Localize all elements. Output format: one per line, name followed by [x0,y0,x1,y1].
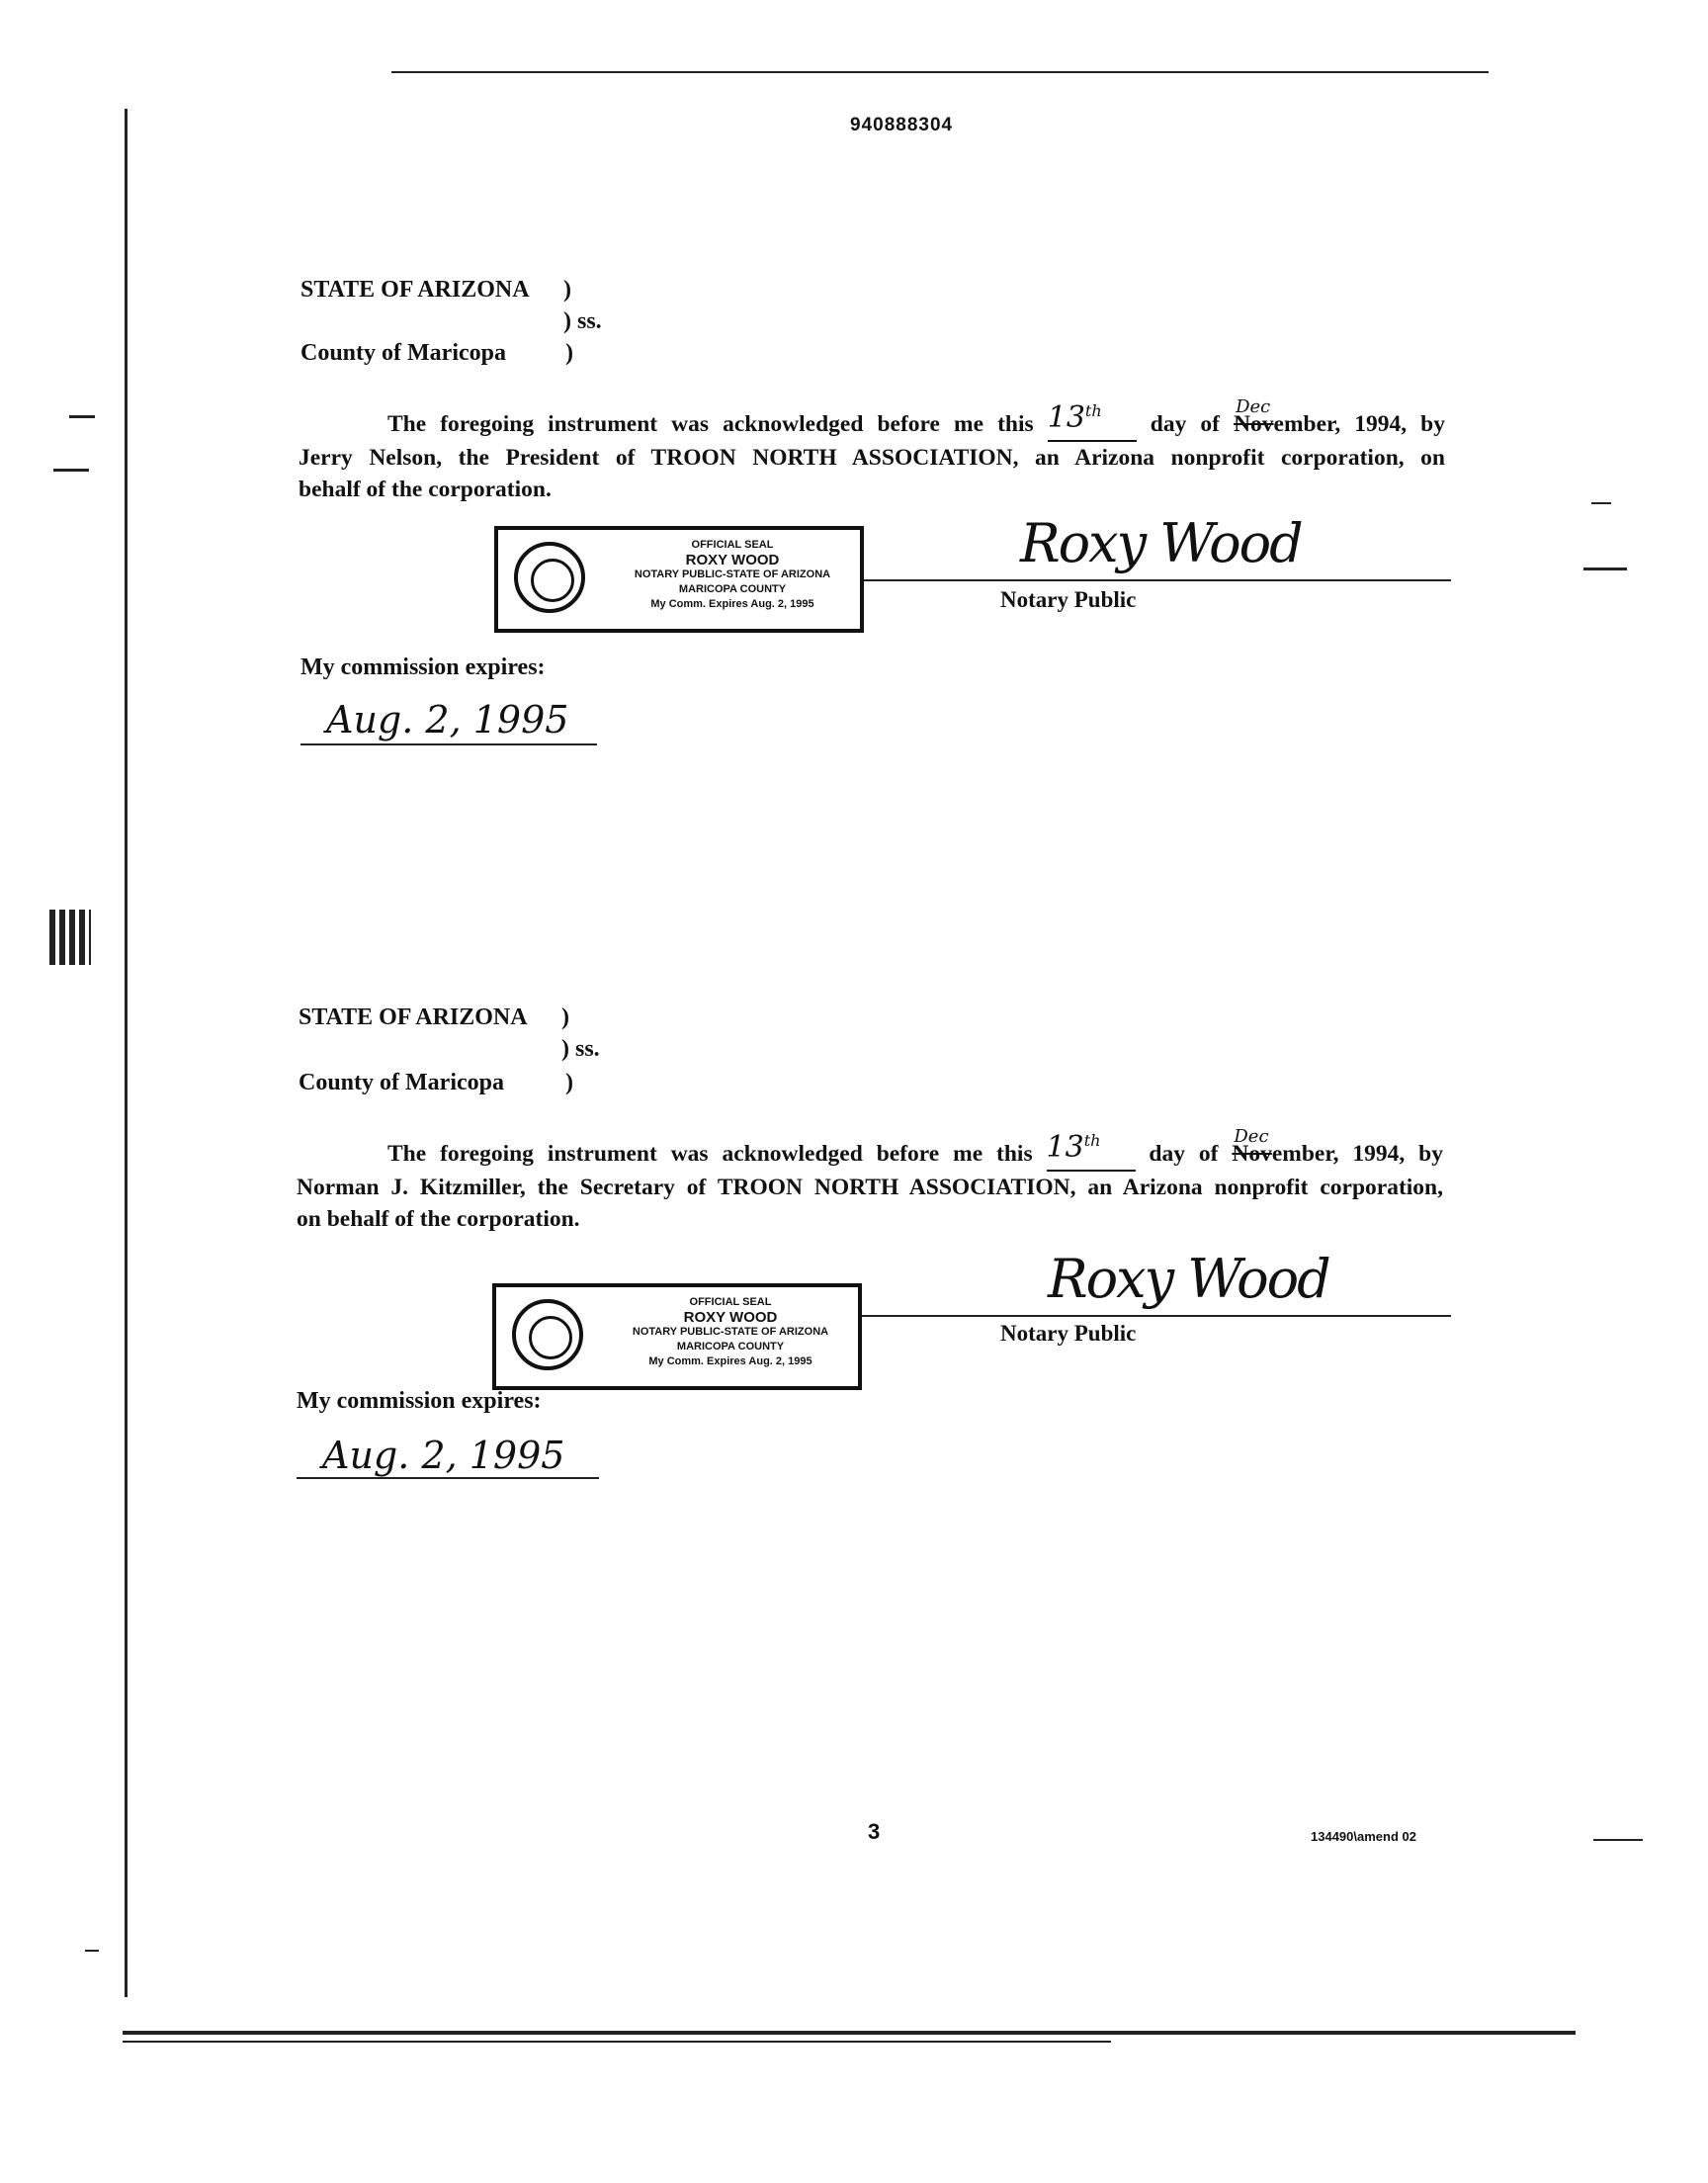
commission-label: My commission expires: [297,1388,542,1414]
commission-line [297,1477,599,1479]
month-correction: Dec [1234,1126,1269,1147]
day-blank [1048,399,1137,442]
state-seal-emblem [512,1299,583,1370]
day-of: day of [1150,411,1220,437]
notary-seal [492,1283,862,1390]
page-number: 3 [868,1819,881,1844]
county-label: County of Maricopa [300,340,506,366]
notary-signature: Roxy Wood [1020,512,1302,574]
edge-mark [1591,502,1611,504]
edge-mark [69,415,95,418]
bottom-rule-2 [123,2041,1111,2043]
notary-signature: Roxy Wood [1048,1248,1329,1310]
file-reference: 134490\amend 02 [1311,1829,1416,1844]
seal-line-5: My Comm. Expires Aug. 2, 1995 [648,1355,812,1367]
edge-mark [1583,568,1627,570]
notary-public-label: Notary Public [1000,1321,1137,1346]
month-original: Nov [1232,1141,1272,1167]
para-intro: The foregoing instrument was acknowledged before me this [387,1141,1033,1167]
para-line-3: behalf of the corporation. [299,477,552,502]
day-value: 13 [1046,1130,1084,1165]
day-of: day of [1149,1141,1219,1167]
seal-line-4: MARICOPA COUNTY [676,1341,785,1353]
edge-mark [53,469,89,472]
para-line-2: Norman J. Kitzmiller, the Secretary of TROON NORTH ASSOCIATION, an Arizona nonprofit corporation, [297,1175,1443,1200]
document-number: 940888304 [850,115,954,135]
month-rest: ember, 1994, by [1273,411,1446,437]
left-margin-line [125,109,128,1997]
acknowledgment-paragraph [297,1126,1443,1235]
county-paren: ) [565,1070,573,1095]
seal-line-1: OFFICIAL SEAL [689,1296,772,1308]
month-original: Nov [1234,411,1274,437]
acknowledgment-paragraph [299,396,1446,505]
notary-public-label: Notary Public [1000,587,1137,612]
day-suffix: th [1083,1131,1101,1150]
edge-mark [85,1950,99,1952]
state-paren: ) [561,1004,569,1030]
county-label: County of Maricopa [299,1070,504,1095]
edge-mark [1593,1839,1643,1841]
commission-line [300,743,597,745]
commission-value: Aug. 2, 1995 [326,698,569,742]
top-rule [391,71,1489,73]
state-seal-emblem [514,542,585,613]
signature-line [864,579,1451,581]
county-paren: ) [565,340,573,366]
seal-line-2: ROXY WOOD [683,1309,778,1326]
ss-label: ) ss. [563,308,602,334]
notary-seal [494,526,864,633]
signature-line [862,1315,1451,1317]
state-paren: ) [563,277,571,303]
seal-line-2: ROXY WOOD [685,552,780,568]
seal-line-1: OFFICIAL SEAL [691,539,774,551]
bottom-rule [123,2031,1576,2035]
para-line-2: Jerry Nelson, the President of TROON NORTH ASSOCIATION, an Arizona nonprofit corporation, on [299,445,1445,471]
month-rest: ember, 1994, by [1271,1141,1443,1167]
commission-label: My commission expires: [300,655,546,680]
day-value: 13 [1047,400,1085,435]
seal-line-3: NOTARY PUBLIC-STATE OF ARIZONA [634,568,831,580]
state-label: STATE OF ARIZONA [299,1004,528,1030]
day-suffix: th [1084,401,1102,420]
para-intro: The foregoing instrument was acknowledged before me this [387,411,1034,437]
edge-mark [49,910,91,965]
ss-label: ) ss. [561,1036,600,1062]
day-blank [1047,1129,1136,1172]
seal-line-3: NOTARY PUBLIC-STATE OF ARIZONA [632,1326,829,1338]
seal-line-4: MARICOPA COUNTY [678,583,787,595]
state-label: STATE OF ARIZONA [300,277,530,303]
seal-line-5: My Comm. Expires Aug. 2, 1995 [650,598,814,610]
para-line-3: on behalf of the corporation. [297,1206,580,1232]
month-correction: Dec [1236,396,1271,417]
commission-value: Aug. 2, 1995 [322,1434,565,1477]
